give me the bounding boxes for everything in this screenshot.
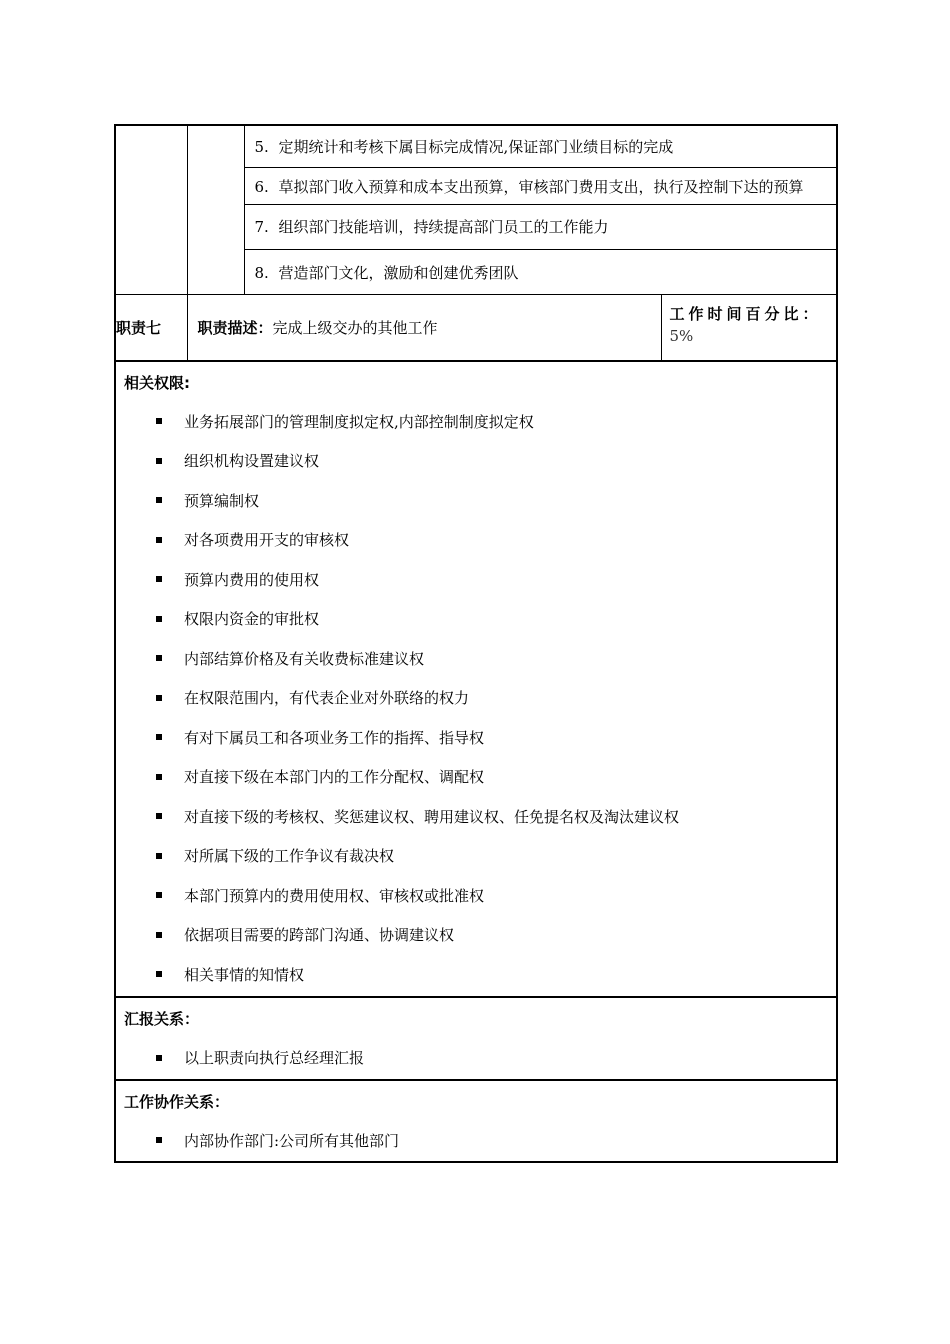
list-item bbox=[124, 836, 828, 876]
bullet-square-icon bbox=[156, 932, 162, 938]
bullet-square-icon bbox=[156, 537, 162, 543]
reporting-section bbox=[115, 997, 837, 1080]
bullet-square-icon bbox=[156, 892, 162, 898]
bullet-square-icon bbox=[156, 616, 162, 622]
duty-item-5 bbox=[244, 125, 837, 168]
duty-item-text: 组织部门技能培训，持续提高部门员工的工作能力 bbox=[278, 218, 609, 236]
job-description-table bbox=[114, 124, 836, 1163]
list-item-text: 预算内费用的使用权 bbox=[184, 570, 320, 589]
list-item-text: 内部结算价格及有关收费标准建议权 bbox=[184, 649, 425, 668]
duties-table bbox=[114, 124, 838, 1163]
cooperation-title: 工作协作关系： bbox=[124, 1092, 230, 1111]
list-item-text: 对直接下级的考核权、奖惩建议权、聘用建议权、任免提名权及淘汰建议权 bbox=[184, 807, 680, 826]
bullet-square-icon bbox=[156, 1055, 162, 1061]
duty-item-text: 定期统计和考核下属目标完成情况,保证部门业绩目标的完成 bbox=[278, 138, 674, 156]
cooperation-list bbox=[124, 1121, 828, 1161]
bullet-square-icon bbox=[156, 695, 162, 701]
bullet-square-icon bbox=[156, 774, 162, 780]
description-text: 完成上级交办的其他工作 bbox=[272, 318, 438, 337]
list-item-text: 依据项目需要的跨部门沟通、协调建议权 bbox=[184, 926, 455, 945]
reporting-title: 汇报关系： bbox=[124, 1010, 200, 1028]
bullet-square-icon bbox=[156, 576, 162, 582]
duty-item-number: 8. bbox=[254, 264, 269, 282]
authority-list bbox=[124, 402, 828, 995]
bullet-square-icon bbox=[156, 655, 162, 661]
authority-title: 相关权限: bbox=[124, 373, 190, 392]
time-percentage-value: 5% bbox=[669, 327, 694, 345]
duty-item-number: 6. bbox=[254, 178, 269, 196]
list-item bbox=[124, 876, 828, 916]
bullet-square-icon bbox=[156, 1137, 162, 1143]
duty-item-8 bbox=[244, 250, 837, 295]
list-item bbox=[124, 560, 828, 600]
cooperation-section bbox=[115, 1080, 837, 1163]
list-item-text: 对各项费用开支的审核权 bbox=[184, 531, 350, 550]
list-item bbox=[124, 915, 828, 955]
list-item bbox=[124, 441, 828, 481]
reporting-list bbox=[124, 1038, 828, 1078]
duty-seven-description bbox=[187, 295, 661, 361]
list-item bbox=[124, 678, 828, 718]
list-item bbox=[124, 520, 828, 560]
bullet-square-icon bbox=[156, 853, 162, 859]
list-item bbox=[124, 955, 828, 995]
duty-item-7 bbox=[244, 205, 837, 250]
duty-item-number: 7. bbox=[254, 218, 269, 236]
authority-section bbox=[115, 361, 837, 998]
time-percentage-cell bbox=[661, 295, 837, 361]
list-item-text: 以上职责向执行总经理汇报 bbox=[184, 1049, 365, 1068]
list-item bbox=[124, 1121, 828, 1161]
list-item bbox=[124, 718, 828, 758]
duty-sub-cell-empty bbox=[187, 125, 244, 295]
duty-item-text: 营造部门文化，激励和创建优秀团队 bbox=[278, 264, 519, 282]
list-item-text: 内部协作部门:公司所有其他部门 bbox=[184, 1131, 400, 1150]
duty-item-6 bbox=[244, 168, 837, 205]
list-item bbox=[124, 599, 828, 639]
list-item bbox=[124, 402, 828, 442]
list-item bbox=[124, 757, 828, 797]
bullet-square-icon bbox=[156, 458, 162, 464]
list-item-text: 相关事情的知情权 bbox=[184, 965, 305, 984]
bullet-square-icon bbox=[156, 734, 162, 740]
list-item-text: 组织机构设置建议权 bbox=[184, 452, 320, 471]
list-item bbox=[124, 481, 828, 521]
list-item-text: 对所属下级的工作争议有裁决权 bbox=[184, 847, 395, 866]
bullet-square-icon bbox=[156, 497, 162, 503]
duty-seven-label: 职责七 bbox=[115, 295, 187, 361]
description-label: 职责描述： bbox=[197, 318, 273, 337]
list-item-text: 对直接下级在本部门内的工作分配权、调配权 bbox=[184, 768, 485, 787]
list-item-text: 预算编制权 bbox=[184, 491, 260, 510]
list-item-text: 权限内资金的审批权 bbox=[184, 610, 320, 629]
list-item-text: 有对下属员工和各项业务工作的指挥、指导权 bbox=[184, 728, 485, 747]
list-item bbox=[124, 639, 828, 679]
bullet-square-icon bbox=[156, 418, 162, 424]
duty-item-number: 5. bbox=[254, 138, 269, 156]
duty-label-cell-empty bbox=[115, 125, 187, 295]
list-item bbox=[124, 1038, 828, 1078]
list-item-text: 本部门预算内的费用使用权、审核权或批准权 bbox=[184, 886, 485, 905]
duty-item-text: 草拟部门收入预算和成本支出预算，审核部门费用支出，执行及控制下达的预算 bbox=[278, 178, 804, 196]
list-item-text: 业务拓展部门的管理制度拟定权,内部控制制度拟定权 bbox=[184, 412, 534, 431]
time-percentage-label: 工作时间百分比： bbox=[669, 305, 822, 323]
bullet-square-icon bbox=[156, 813, 162, 819]
list-item bbox=[124, 797, 828, 837]
list-item-text: 在权限范围内，有代表企业对外联络的权力 bbox=[184, 689, 470, 708]
bullet-square-icon bbox=[156, 971, 162, 977]
